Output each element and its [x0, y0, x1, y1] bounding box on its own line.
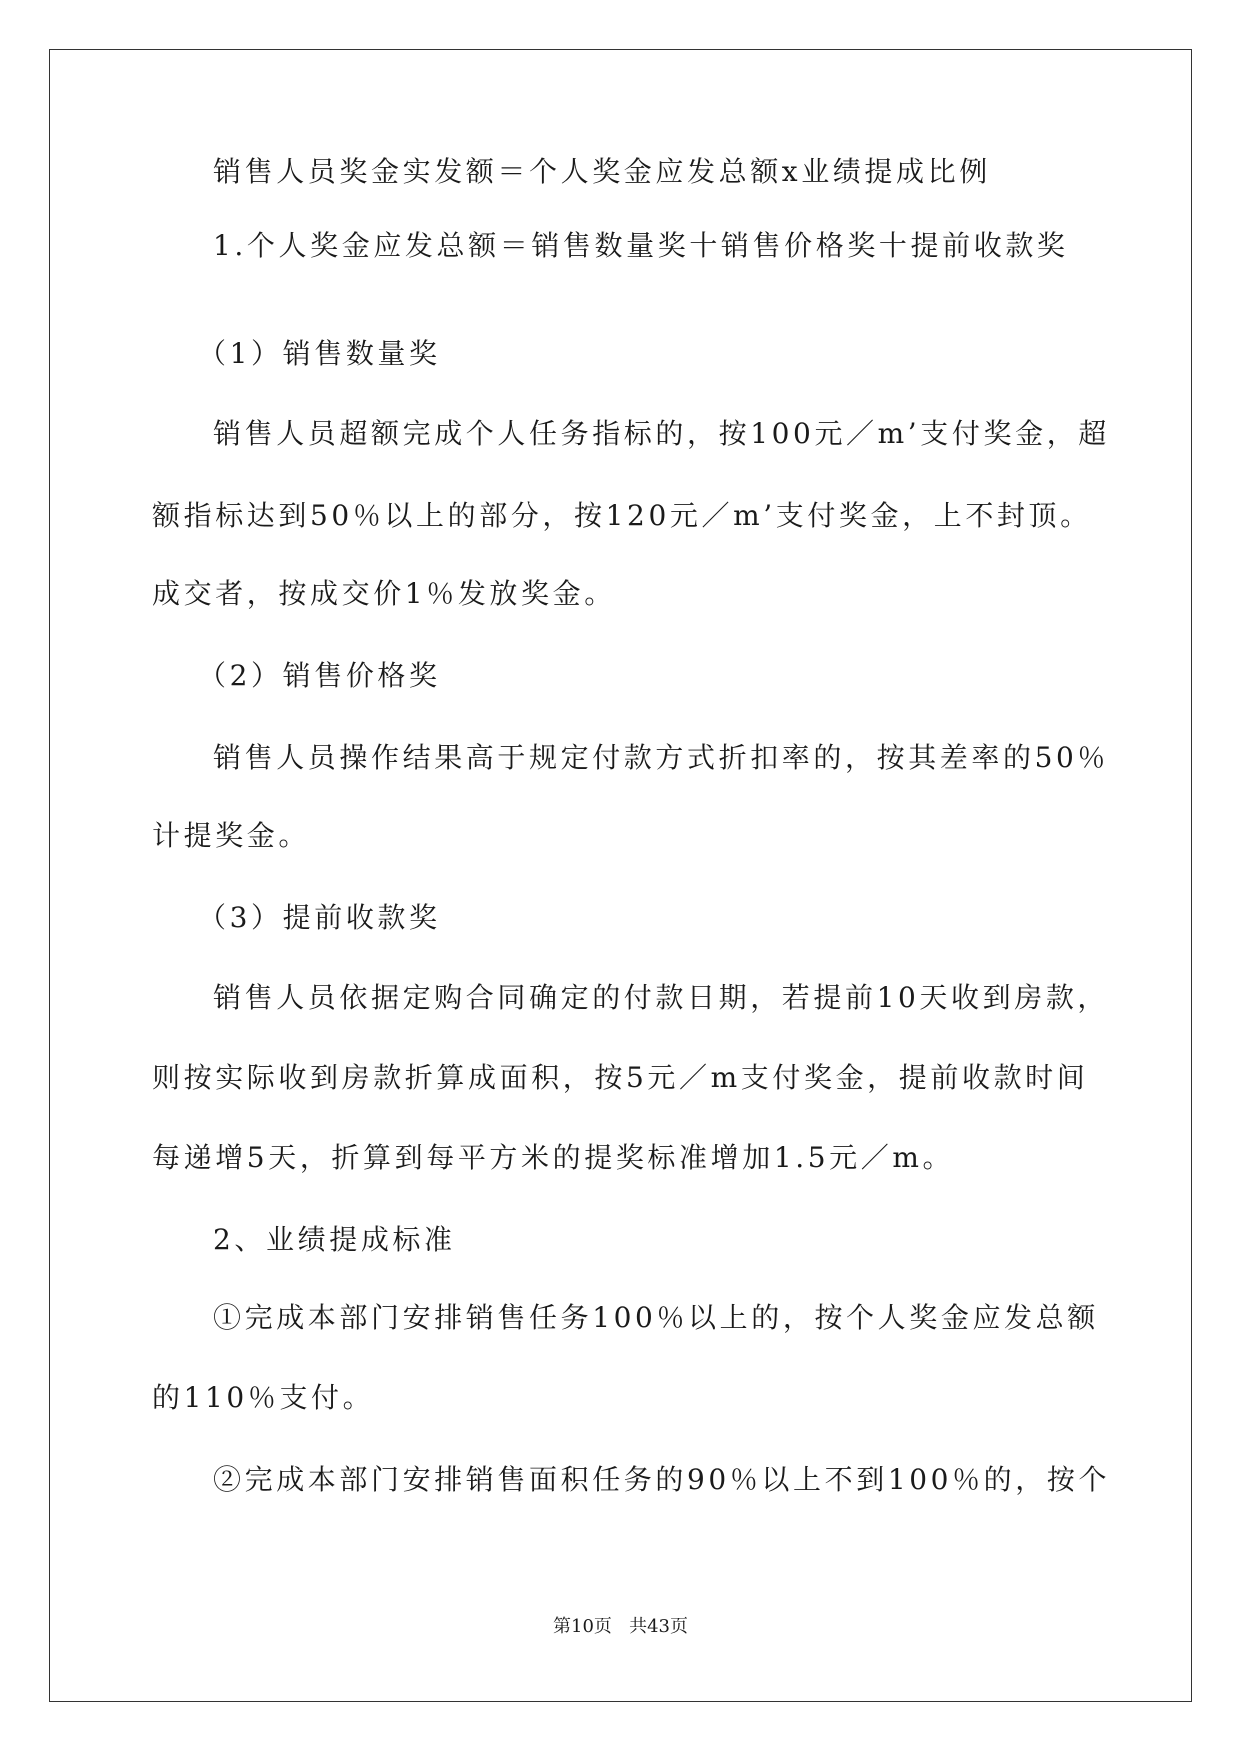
body-line-quantity-1: 销售人员超额完成个人任务指标的，按100元／m’支付奖金，超: [213, 417, 1110, 450]
page-border: [49, 49, 1192, 1702]
body-line-standard-2: 的110％支付。: [152, 1381, 375, 1414]
body-line-early-2: 则按实际收到房款折算成面积，按5元／m支付奖金，提前收款时间: [152, 1061, 1089, 1094]
body-line-early-3: 每递增5天，折算到每平方米的提奖标准增加1.5元／m。: [152, 1141, 955, 1174]
heading-early-payment: （3）提前收款奖: [198, 901, 441, 934]
heading-sales-price: （2）销售价格奖: [198, 659, 441, 692]
body-line-price-1: 销售人员操作结果高于规定付款方式折扣率的，按其差率的50％: [213, 741, 1110, 774]
body-line-early-1: 销售人员依据定购合同确定的付款日期，若提前10天收到房款，: [213, 981, 1110, 1014]
body-line-price-2: 计提奖金。: [152, 819, 311, 852]
body-line-standard-1: ①完成本部门安排销售任务100％以上的，按个人奖金应发总额: [213, 1301, 1099, 1334]
body-line-quantity-3: 成交者，按成交价1％发放奖金。: [152, 577, 616, 610]
page-footer: 第10页 共43页: [553, 1616, 688, 1637]
body-line-quantity-2: 额指标达到50％以上的部分，按120元／m’支付奖金，上不封顶。: [152, 499, 1092, 532]
body-line-standard-3: ②完成本部门安排销售面积任务的90％以上不到100％的，按个: [213, 1463, 1111, 1496]
body-line-personal-bonus: 1.个人奖金应发总额＝销售数量奖十销售价格奖十提前收款奖: [213, 229, 1069, 262]
body-line-formula: 销售人员奖金实发额＝个人奖金应发总额x业绩提成比例: [213, 155, 991, 188]
heading-performance-standard: 2、业绩提成标准: [213, 1223, 456, 1256]
heading-sales-quantity: （1）销售数量奖: [198, 337, 441, 370]
